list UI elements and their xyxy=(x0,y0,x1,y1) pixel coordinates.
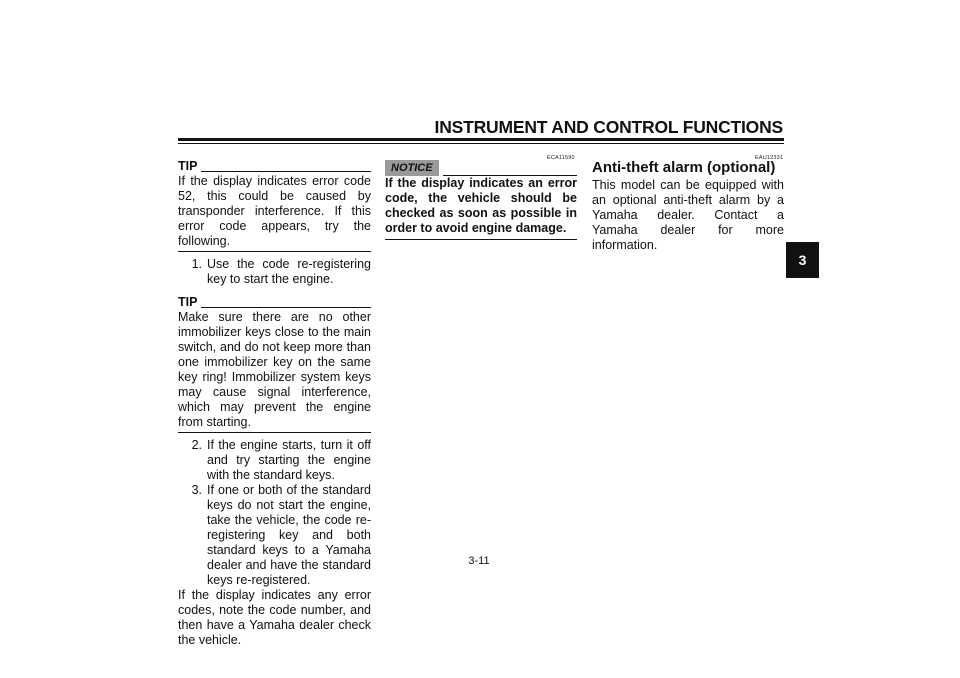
closing-paragraph: If the display indicates any error codes, note the code number, and then have a Yamaha dealer check the vehicle. xyxy=(178,588,371,647)
middle-column xyxy=(385,160,577,240)
tip-heading xyxy=(178,295,371,310)
header-rule-thick xyxy=(178,138,784,141)
section-title: Anti-theft alarm (optional) xyxy=(592,159,776,176)
page-number: 3-11 xyxy=(468,555,490,567)
step-number: 3. xyxy=(191,483,202,497)
notice-end-rule xyxy=(385,239,577,240)
notice-heading xyxy=(385,160,577,176)
step-text: Use the code re-registering key to start the engine. xyxy=(207,257,371,286)
section-code: EAU12331 xyxy=(755,155,784,161)
step-item xyxy=(178,483,371,588)
page-header-title: INSTRUMENT AND CONTROL FUNCTIONS xyxy=(434,117,783,137)
step-number: 1. xyxy=(191,257,202,271)
right-column xyxy=(592,159,784,253)
tip-end-rule xyxy=(178,251,371,252)
notice-badge: NOTICE xyxy=(385,160,439,176)
tip-heading xyxy=(178,159,371,174)
left-column xyxy=(178,159,371,648)
tip-text: Make sure there are no other immobilizer keys close to the main switch, and do not keep more than one immobilizer key on the same key ring! Immobilizer system keys may cause signal interference, which may prevent the engine from starting. xyxy=(178,310,371,429)
step-item xyxy=(178,257,371,287)
chapter-tab: 3 xyxy=(786,242,819,278)
notice-code: ECA11590 xyxy=(547,155,575,161)
step-number: 2. xyxy=(191,438,202,452)
step-text: If one or both of the standard keys do not start the engine, take the vehicle, the code re-registering key and both standard keys to a Yamaha dealer and have the standard keys re-registered. xyxy=(207,483,371,587)
tip-end-rule xyxy=(178,432,371,433)
tip-label: TIP xyxy=(178,295,198,309)
header-rule-thin xyxy=(178,143,784,144)
tip-rule xyxy=(201,171,371,172)
notice-text: If the display indicates an error code, the vehicle should be checked as soon as possible in order to avoid engine damage. xyxy=(385,176,577,235)
step-item xyxy=(178,438,371,483)
section-text: This model can be equipped with an optional anti-theft alarm by a Yamaha dealer. Contact a Yamaha dealer for more information. xyxy=(592,178,784,252)
step-text: If the engine starts, turn it off and try starting the engine with the standard keys. xyxy=(207,438,371,482)
tip-text: If the display indicates error code 52, this could be caused by transponder interference. If this error code appears, try the following. xyxy=(178,174,371,248)
tip-rule xyxy=(201,307,371,308)
tip-label: TIP xyxy=(178,159,198,173)
